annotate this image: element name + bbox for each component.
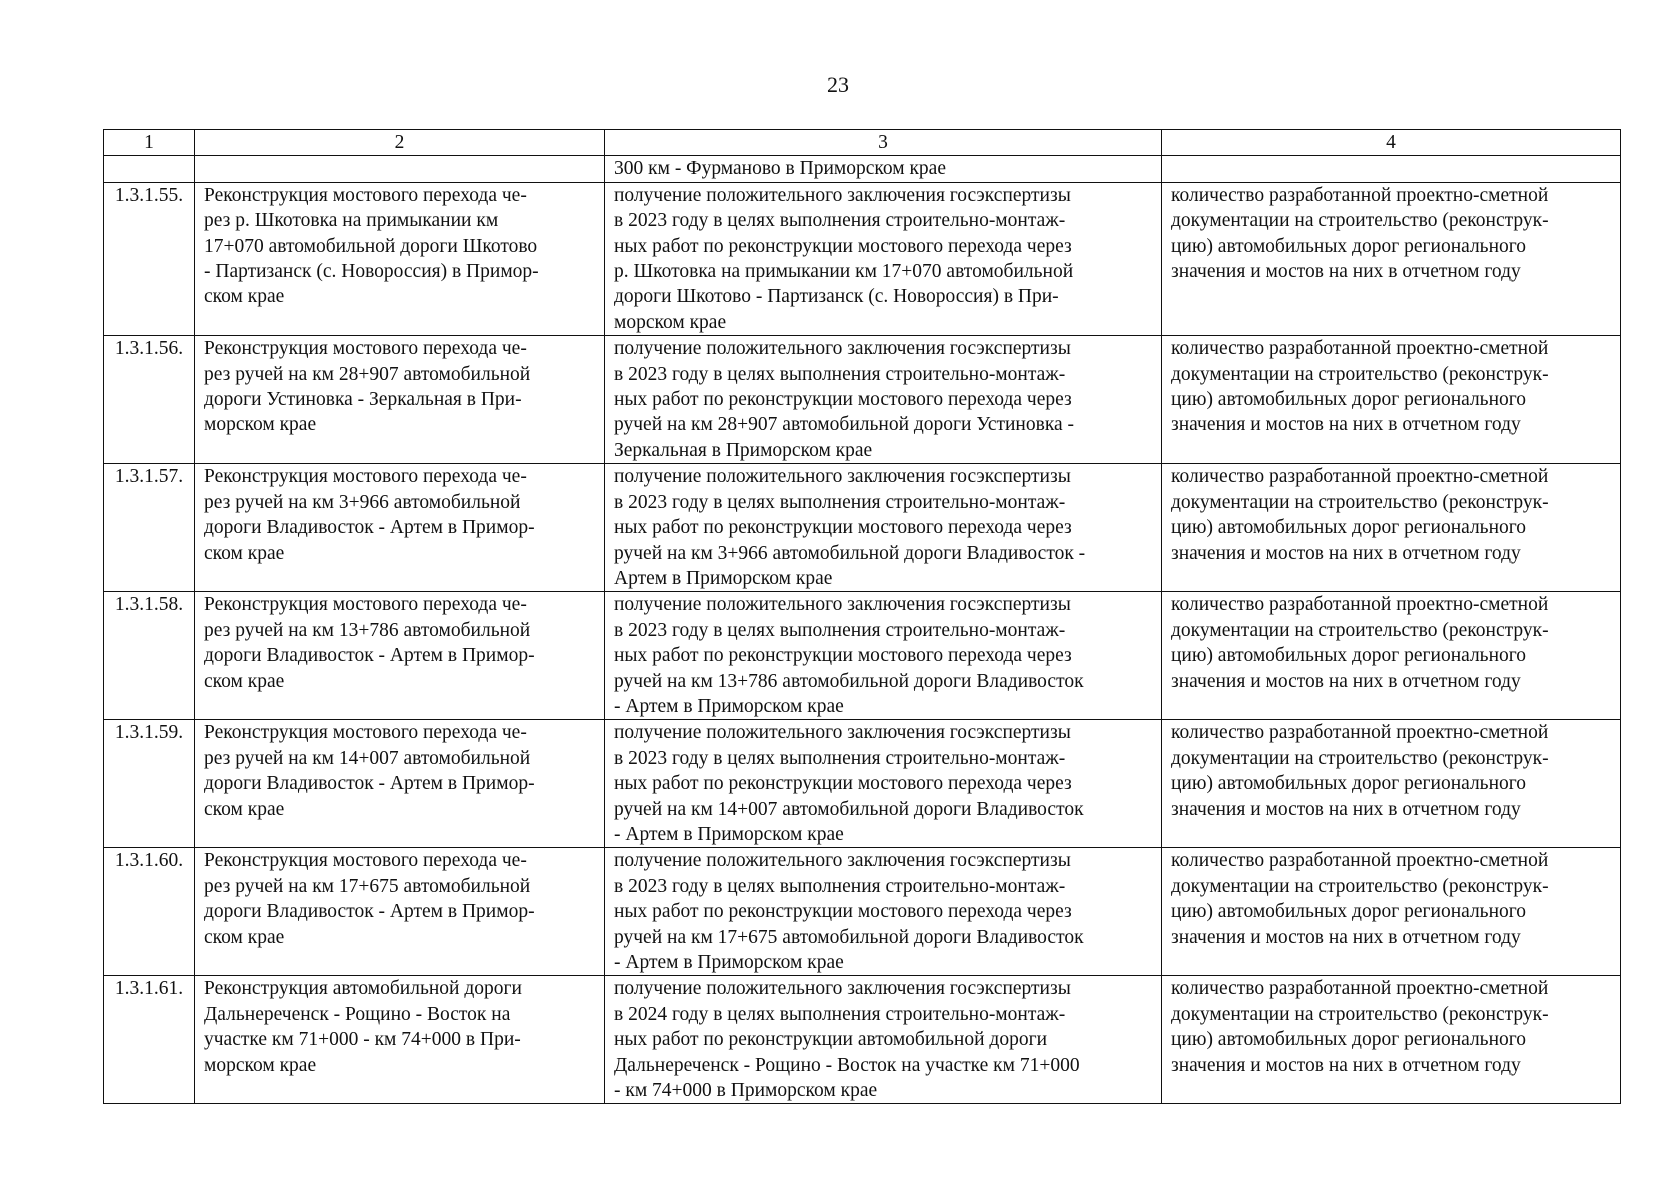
expected-result: получение положительного заключения госэкспертизы в 2023 году в целях выполнения строительно-монтаж- ных работ по реконструкции мостового перехода через ручей на км 3+966 автомобильной дороги Владивосток - Артем в Приморском крае [605, 464, 1162, 592]
table-row [104, 464, 1621, 592]
row-number: 1.3.1.59. [104, 720, 195, 848]
table-row [104, 976, 1621, 1104]
indicator: количество разработанной проектно-сметной документации на строительство (реконструк- цию) автомобильных дорог регионального значения и мостов на них в отчетном году [1162, 336, 1621, 464]
measure-name: Реконструкция мостового перехода че- рез р. Шкотовка на примыкании км 17+070 автомобильной дороги Шкотово - Партизанск (с. Новороссия) в Примор- ском крае [195, 182, 605, 335]
measure-name: Реконструкция автомобильной дороги Дальнереченск - Рощино - Восток на участке км 71+000 - км 74+000 в При- морском крае [195, 976, 605, 1104]
header-col-2: 2 [195, 130, 605, 156]
continuation-col-4 [1162, 156, 1621, 182]
expected-result: получение положительного заключения госэкспертизы в 2023 году в целях выполнения строительно-монтаж- ных работ по реконструкции мостового перехода через ручей на км 17+675 автомобильной дороги Владивосток - Артем в Приморском крае [605, 848, 1162, 976]
header-col-3: 3 [605, 130, 1162, 156]
table-row [104, 848, 1621, 976]
page-number: 23 [827, 72, 849, 97]
indicator: количество разработанной проектно-сметной документации на строительство (реконструк- цию) автомобильных дорог регионального значения и мостов на них в отчетном году [1162, 720, 1621, 848]
table-row [104, 592, 1621, 720]
indicator: количество разработанной проектно-сметной документации на строительство (реконструк- цию) автомобильных дорог регионального значения и мостов на них в отчетном году [1162, 182, 1621, 335]
expected-result: получение положительного заключения госэкспертизы в 2023 году в целях выполнения строительно-монтаж- ных работ по реконструкции мостового перехода через ручей на км 13+786 автомобильной дороги Владивосток - Артем в Приморском крае [605, 592, 1162, 720]
continuation-col-1 [104, 156, 195, 182]
indicator: количество разработанной проектно-сметной документации на строительство (реконструк- цию) автомобильных дорог регионального значения и мостов на них в отчетном году [1162, 592, 1621, 720]
measure-name: Реконструкция мостового перехода че- рез ручей на км 3+966 автомобильной дороги Владивосток - Артем в Примор- ском крае [195, 464, 605, 592]
row-number: 1.3.1.56. [104, 336, 195, 464]
measure-name: Реконструкция мостового перехода че- рез ручей на км 28+907 автомобильной дороги Устиновка - Зеркальная в При- морском крае [195, 336, 605, 464]
row-number: 1.3.1.60. [104, 848, 195, 976]
expected-result: получение положительного заключения госэкспертизы в 2023 году в целях выполнения строительно-монтаж- ных работ по реконструкции мостового перехода через ручей на км 14+007 автомобильной дороги Владивосток - Артем в Приморском крае [605, 720, 1162, 848]
expected-result: получение положительного заключения госэкспертизы в 2024 году в целях выполнения строительно-монтаж- ных работ по реконструкции автомобильной дороги Дальнереченск - Рощино - Восток на участке км 71+000 - км 74+000 в Приморском крае [605, 976, 1162, 1104]
continuation-col-3: 300 км - Фурманово в Приморском крае [605, 156, 1162, 182]
expected-result: получение положительного заключения госэкспертизы в 2023 году в целях выполнения строительно-монтаж- ных работ по реконструкции мостового перехода через р. Шкотовка на примыкании км 17+070 автомобильной дороги Шкотово - Партизанск (с. Новороссия) в При- морском крае [605, 182, 1162, 335]
document-table [103, 129, 1621, 1104]
row-number: 1.3.1.61. [104, 976, 195, 1104]
table-row [104, 720, 1621, 848]
expected-result: получение положительного заключения госэкспертизы в 2023 году в целях выполнения строительно-монтаж- ных работ по реконструкции мостового перехода через ручей на км 28+907 автомобильной дороги Устиновка - Зеркальная в Приморском крае [605, 336, 1162, 464]
row-number: 1.3.1.55. [104, 182, 195, 335]
row-number: 1.3.1.57. [104, 464, 195, 592]
measure-name: Реконструкция мостового перехода че- рез ручей на км 14+007 автомобильной дороги Владивосток - Артем в Примор- ском крае [195, 720, 605, 848]
header-col-1: 1 [104, 130, 195, 156]
table-row [104, 336, 1621, 464]
header-col-4: 4 [1162, 130, 1621, 156]
row-number: 1.3.1.58. [104, 592, 195, 720]
indicator: количество разработанной проектно-сметной документации на строительство (реконструк- цию) автомобильных дорог регионального значения и мостов на них в отчетном году [1162, 976, 1621, 1104]
continuation-col-2 [195, 156, 605, 182]
continuation-row [104, 156, 1621, 182]
indicator: количество разработанной проектно-сметной документации на строительство (реконструк- цию) автомобильных дорог регионального значения и мостов на них в отчетном году [1162, 464, 1621, 592]
measure-name: Реконструкция мостового перехода че- рез ручей на км 13+786 автомобильной дороги Владивосток - Артем в Примор- ском крае [195, 592, 605, 720]
measure-name: Реконструкция мостового перехода че- рез ручей на км 17+675 автомобильной дороги Владивосток - Артем в Примор- ском крае [195, 848, 605, 976]
indicator: количество разработанной проектно-сметной документации на строительство (реконструк- цию) автомобильных дорог регионального значения и мостов на них в отчетном году [1162, 848, 1621, 976]
table-row [104, 182, 1621, 335]
table-header-row [104, 130, 1621, 156]
